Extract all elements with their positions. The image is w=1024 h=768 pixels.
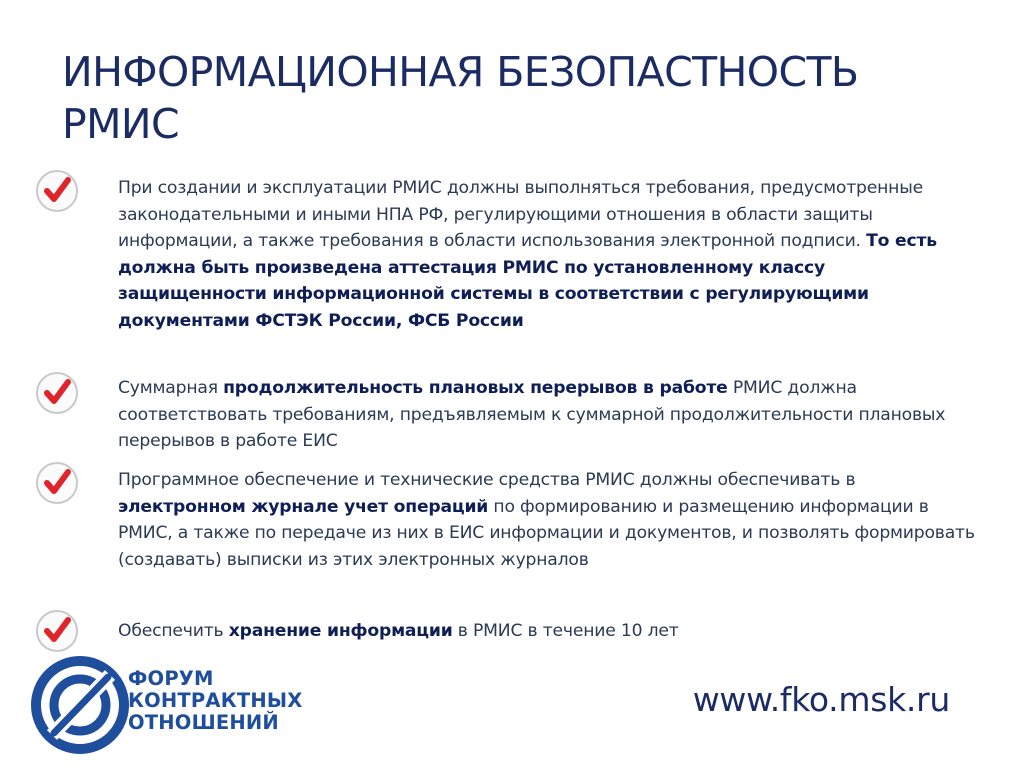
item-text: в РМИС в течение 10 лет <box>452 621 679 641</box>
requirement-item <box>118 467 978 573</box>
title-line-2: РМИС <box>62 100 179 148</box>
logo-line-1: ФОРУМ <box>128 667 214 690</box>
item-text-bold: хранение информации <box>228 621 453 641</box>
checkmark-icon <box>34 168 80 214</box>
item-text: Обеспечить <box>118 621 229 641</box>
logo-line-2: КОНТРАКТНЫХ <box>128 689 303 712</box>
logo-line-3: ОТНОШЕНИЙ <box>128 711 279 734</box>
title-line-1: ИНФОРМАЦИОННАЯ БЕЗОПАСТНОСТЬ <box>62 48 859 96</box>
checkmark-icon <box>34 608 80 654</box>
checkmark-icon <box>34 370 80 416</box>
item-text: РМИС должна соответствовать требованиям, предъявляемым к суммарной продолжительности плановых перерывов в работе ЕИС <box>118 378 946 451</box>
requirement-item <box>118 375 978 455</box>
requirement-item <box>118 618 978 645</box>
checkmark-icon <box>34 460 80 506</box>
website-url[interactable]: www.fko.msk.ru <box>692 680 950 719</box>
item-text: При создании и эксплуатации РМИС должны выполняться требования, предусмотренные законодательными и иными НПА РФ, регулирующими отношения в области защиты информации, а также требования в области использования электронной подписи. <box>118 178 923 251</box>
item-text-bold: продолжительность плановых перерывов в работе <box>223 378 728 398</box>
item-text: по формированию и размещению информации в РМИС, а также по передаче из них в ЕИС информации и документов, и позволять формировать (создавать) выписки из этих электронных журналов <box>118 496 975 570</box>
forum-logo-icon <box>30 655 130 755</box>
item-text-bold: То есть должна быть произведена аттестация РМИС по установленному классу защищенности информационной системы в соответствии с регулирующими документами ФСТЭК России, ФСБ России <box>118 231 937 331</box>
requirement-item <box>118 175 978 334</box>
page-title <box>62 46 962 150</box>
item-text: Суммарная <box>118 378 224 398</box>
item-text-bold: электронном журнале учет операций <box>118 496 489 517</box>
item-text: Программное обеспечение и технические средства РМИС должны обеспечивать в <box>118 470 856 490</box>
logo-wordmark <box>128 668 303 734</box>
